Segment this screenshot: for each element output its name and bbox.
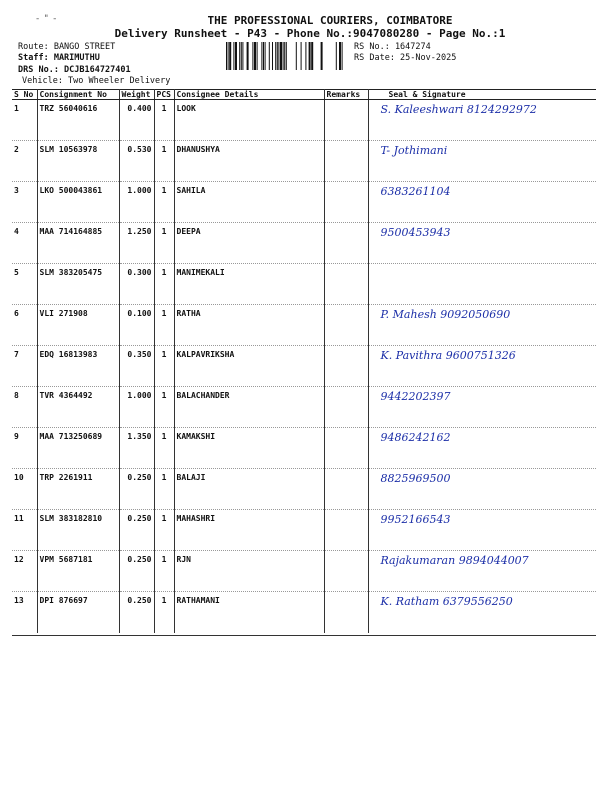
corner-mark: - " - [36,14,58,24]
row-signature-cell [368,428,596,469]
col-header-remarks: Remarks [324,90,368,100]
row-weight-cell [119,141,154,182]
table-row [12,346,596,387]
rs-date: RS Date: 25-Nov-2025 [354,53,457,63]
row-consignee: RJN [176,555,191,564]
row-consignment-no-cell [37,305,119,346]
table-row [12,387,596,428]
row-weight: 0.300 [127,268,152,277]
row-consignment-no-cell [37,428,119,469]
row-sno: 1 [14,104,19,113]
row-sno-cell [12,428,37,469]
row-consignment-no: MAA 714164885 [39,227,103,236]
row-signature-cell [368,141,596,182]
row-signature-cell [368,264,596,305]
row-signature: S. Kaleeshwari 8124292972 [380,103,537,116]
row-consignee-cell [174,551,324,592]
row-weight-cell [119,387,154,428]
row-sno-cell [12,100,37,141]
row-weight: 1.000 [127,391,152,400]
row-pcs: 1 [161,309,167,318]
row-consignee: DHANUSHYA [176,145,220,154]
drs-number: DRS No.: DCJB164727401 [18,65,131,75]
row-consignee-cell [174,592,324,633]
table-row [12,428,596,469]
row-weight-cell [119,551,154,592]
row-remarks-cell [324,264,368,305]
row-consignment-no: VLI 271908 [39,309,88,318]
table-bottom-rule [12,635,596,636]
row-sno-cell [12,182,37,223]
row-consignee-cell [174,141,324,182]
row-consignee: SAHILA [176,186,206,195]
row-consignment-no: MAA 713250689 [39,432,103,441]
table-header-row [12,90,596,100]
table-row [12,182,596,223]
barcode-image [226,42,350,70]
row-pcs: 1 [161,391,167,400]
row-signature: 9486242162 [380,431,451,444]
row-sno: 8 [14,391,19,400]
row-signature: 9442202397 [380,390,451,403]
row-pcs-cell [154,551,174,592]
row-signature: P. Mahesh 9092050690 [380,308,511,321]
row-sno-cell [12,510,37,551]
row-weight-cell [119,223,154,264]
row-consignee-cell [174,305,324,346]
row-weight: 1.000 [127,186,152,195]
row-pcs-cell [154,387,174,428]
row-weight-cell [119,469,154,510]
row-signature-cell [368,592,596,633]
row-weight: 0.250 [127,555,152,564]
row-pcs: 1 [161,596,167,605]
row-sno: 4 [14,227,19,236]
row-weight: 0.400 [127,104,152,113]
row-pcs: 1 [161,350,167,359]
row-consignment-no: TVR 4364492 [39,391,93,400]
rs-number: RS No.: 1647274 [354,42,431,52]
row-consignee-cell [174,469,324,510]
row-sno-cell [12,346,37,387]
row-consignee-cell [174,387,324,428]
table-row [12,223,596,264]
row-sno-cell [12,551,37,592]
row-weight: 0.250 [127,514,152,523]
row-pcs-cell [154,141,174,182]
row-weight: 1.250 [127,227,152,236]
row-sno: 7 [14,350,19,359]
row-consignment-no: SLM 10563978 [39,145,98,154]
row-pcs-cell [154,428,174,469]
row-consignee-cell [174,100,324,141]
col-header-pcs: PCS [154,90,174,100]
row-sno: 13 [14,596,24,605]
row-consignment-no-cell [37,469,119,510]
row-pcs: 1 [161,227,167,236]
row-pcs-cell [154,592,174,633]
row-pcs: 1 [161,473,167,482]
row-weight-cell [119,305,154,346]
row-consignee-cell [174,346,324,387]
company-title: THE PROFESSIONAL COURIERS, COIMBATORE [207,14,453,27]
row-consignment-no: LKO 500043861 [39,186,103,195]
row-consignment-no-cell [37,100,119,141]
row-consignee-cell [174,264,324,305]
row-remarks-cell [324,428,368,469]
row-signature: 8825969500 [380,472,451,485]
row-consignee: LOOK [176,104,196,113]
row-signature-cell [368,387,596,428]
row-consignee-cell [174,510,324,551]
row-pcs: 1 [161,145,167,154]
row-signature: T- Jothimani [380,144,448,157]
row-weight: 0.250 [127,596,152,605]
row-consignee: MANIMEKALI [176,268,225,277]
row-remarks-cell [324,469,368,510]
table-row [12,100,596,141]
row-sno-cell [12,305,37,346]
row-pcs: 1 [161,555,167,564]
table-row [12,510,596,551]
row-sno-cell [12,387,37,428]
row-signature-cell [368,100,596,141]
row-weight-cell [119,182,154,223]
row-signature-cell [368,469,596,510]
row-signature: Rajakumaran 9894044007 [380,554,529,567]
row-signature-cell [368,182,596,223]
row-weight-cell [119,346,154,387]
row-pcs: 1 [161,186,167,195]
table-row [12,141,596,182]
row-remarks-cell [324,551,368,592]
route-label: Route: BANGO STREET [18,42,116,52]
row-remarks-cell [324,510,368,551]
row-weight-cell [119,510,154,551]
row-sno: 5 [14,268,19,277]
row-remarks-cell [324,305,368,346]
row-sno: 3 [14,186,19,195]
row-consignment-no: TRZ 56040616 [39,104,98,113]
row-consignee: KALPAVRIKSHA [176,350,235,359]
row-consignee: DEEPA [176,227,201,236]
row-signature: K. Ratham 6379556250 [380,595,513,608]
row-remarks-cell [324,141,368,182]
vehicle-label: Vehicle: Two Wheeler Delivery [22,76,171,86]
row-consignment-no: SLM 383205475 [39,268,103,277]
row-remarks-cell [324,182,368,223]
row-sno: 12 [14,555,24,564]
row-sno-cell [12,264,37,305]
table-row [12,264,596,305]
row-remarks-cell [324,592,368,633]
row-sno-cell [12,592,37,633]
row-remarks-cell [324,100,368,141]
col-header-consignment: Consignment No [37,90,119,100]
row-consignment-no: EDQ 16813983 [39,350,98,359]
row-signature-cell [368,551,596,592]
table-row [12,551,596,592]
col-header-consignee: Consignee Details [174,90,324,100]
row-consignee: RATHA [176,309,201,318]
row-pcs-cell [154,346,174,387]
row-weight-cell [119,428,154,469]
row-signature: K. Pavithra 9600751326 [380,349,516,362]
row-sno: 9 [14,432,19,441]
row-consignment-no-cell [37,141,119,182]
col-header-sno: S No [12,90,37,100]
row-consignee: BALACHANDER [176,391,230,400]
row-consignee: MAHASHRI [176,514,216,523]
row-consignment-no-cell [37,592,119,633]
col-header-signature: Seal & Signature [368,90,596,100]
row-pcs: 1 [161,104,167,113]
row-consignee-cell [174,182,324,223]
row-consignment-no-cell [37,551,119,592]
row-sno: 11 [14,514,24,523]
row-pcs: 1 [161,514,167,523]
table-row [12,592,596,633]
row-signature: 9952166543 [380,513,451,526]
row-pcs-cell [154,100,174,141]
row-weight: 0.530 [127,145,152,154]
row-consignee-cell [174,223,324,264]
row-weight-cell [119,264,154,305]
row-sno: 6 [14,309,19,318]
row-consignment-no: DPI 876697 [39,596,88,605]
row-remarks-cell [324,346,368,387]
row-consignment-no-cell [37,510,119,551]
row-pcs: 1 [161,268,167,277]
runsheet-table [12,89,596,633]
row-weight: 0.100 [127,309,152,318]
row-sno: 10 [14,473,24,482]
row-pcs-cell [154,510,174,551]
row-weight: 0.250 [127,473,152,482]
row-sno-cell [12,469,37,510]
row-signature-cell [368,510,596,551]
row-consignee: BALAJI [176,473,206,482]
staff-label: Staff: MARIMUTHU [18,53,100,63]
row-sno-cell [12,141,37,182]
row-consignment-no: SLM 383182810 [39,514,103,523]
row-pcs: 1 [161,432,167,441]
col-header-weight: Weight [119,90,154,100]
runsheet-subtitle: Delivery Runsheet - P43 - Phone No.:9047080280 - Page No.:1 [114,27,506,40]
row-consignment-no-cell [37,346,119,387]
row-weight: 0.350 [127,350,152,359]
row-weight-cell [119,100,154,141]
row-remarks-cell [324,387,368,428]
row-pcs-cell [154,223,174,264]
row-consignee-cell [174,428,324,469]
row-signature: 9500453943 [380,226,451,239]
row-consignment-no-cell [37,182,119,223]
row-pcs-cell [154,182,174,223]
row-consignment-no-cell [37,223,119,264]
row-signature: 6383261104 [380,185,451,198]
table-row [12,305,596,346]
row-sno-cell [12,223,37,264]
row-consignment-no-cell [37,387,119,428]
row-pcs-cell [154,264,174,305]
row-consignment-no: TRP 2261911 [39,473,93,482]
row-consignee: KAMAKSHI [176,432,216,441]
row-consignment-no-cell [37,264,119,305]
row-consignment-no: VPM 5687181 [39,555,93,564]
row-consignee: RATHAMANI [176,596,220,605]
row-signature-cell [368,305,596,346]
row-weight: 1.350 [127,432,152,441]
row-pcs-cell [154,305,174,346]
row-remarks-cell [324,223,368,264]
row-sno: 2 [14,145,19,154]
table-row [12,469,596,510]
row-signature-cell [368,346,596,387]
row-signature-cell [368,223,596,264]
row-weight-cell [119,592,154,633]
row-pcs-cell [154,469,174,510]
